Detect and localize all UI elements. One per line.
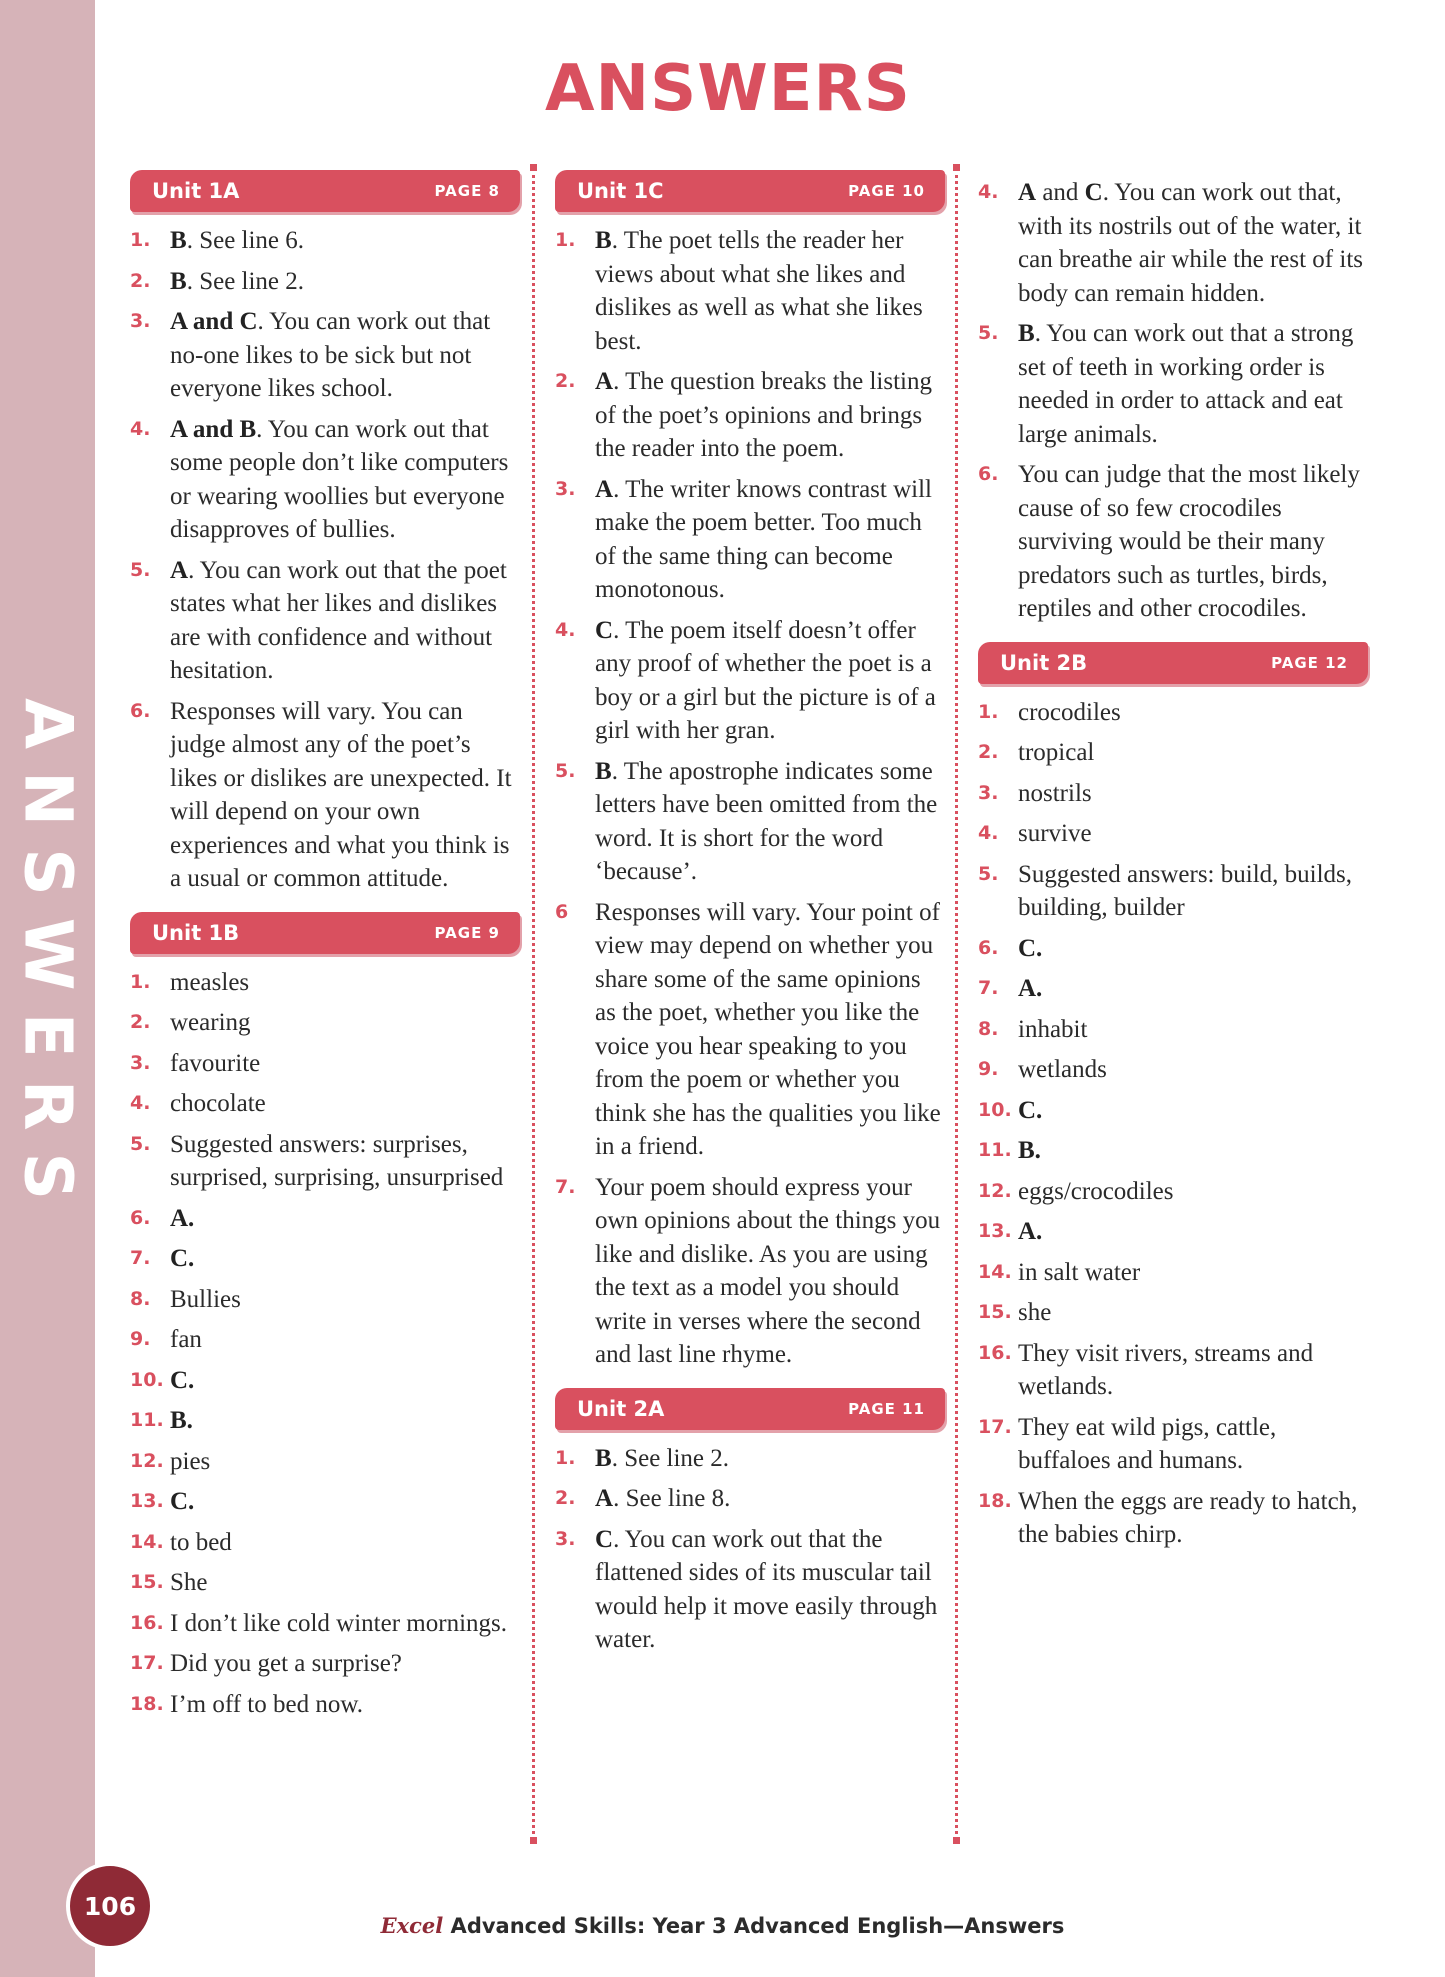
answer-number: 13. <box>130 1490 164 1512</box>
unit-page-ref: PAGE 9 <box>434 923 500 942</box>
answer-number: 3. <box>555 477 576 500</box>
answer-number: 6. <box>978 463 999 485</box>
answer-number: 8. <box>978 1017 999 1040</box>
answer-number: 5. <box>130 1132 151 1155</box>
answer-key: A. <box>1018 975 1043 1002</box>
answer-text: You can judge that the most likely cause of so few crocodiles surviving would be their many predators such as turtles, birds, reptiles and other crocodiles. <box>1018 461 1360 622</box>
answer-item <box>978 1485 1368 1552</box>
unit-header <box>130 170 520 212</box>
answer-text: . The apostrophe indicates some letters have been omitted from the word. It is short for the word ‘because’. <box>595 757 938 885</box>
answer-text: . The question breaks the listing of the poet’s opinions and brings the reader into the poem. <box>595 368 932 462</box>
answer-item <box>978 777 1368 811</box>
answer-text: fan <box>170 1326 202 1353</box>
answer-item <box>555 1171 945 1372</box>
answer-text: Bullies <box>170 1285 241 1313</box>
answer-item <box>130 305 520 406</box>
answer-number: 18. <box>130 1692 164 1715</box>
answer-number: 7. <box>130 1247 151 1269</box>
answer-text: pies <box>170 1447 211 1475</box>
unit-name: Unit 2B <box>1000 650 1088 675</box>
answer-item <box>978 817 1368 851</box>
answer-key: B <box>170 267 187 295</box>
answer-item <box>130 1242 520 1276</box>
answer-key: B <box>170 227 187 254</box>
answer-text: . You can work out that a strong set of teeth in working order is needed in order to attack and eat large animals. <box>1018 320 1354 448</box>
answer-number: 2. <box>555 370 576 392</box>
answer-item <box>978 1337 1368 1404</box>
answer-list <box>978 176 1368 626</box>
answer-key: A <box>595 368 614 395</box>
answer-item <box>978 858 1368 925</box>
answer-number: 12. <box>130 1449 164 1472</box>
answer-text: . See line 8. <box>613 1485 731 1512</box>
answer-list <box>130 966 520 1722</box>
column-divider <box>532 168 535 1840</box>
answer-number: 18. <box>978 1489 1012 1512</box>
answer-number: 3. <box>130 310 151 332</box>
answer-key: B. <box>170 1407 193 1434</box>
answer-item <box>555 614 945 748</box>
answer-item <box>978 1053 1368 1087</box>
answer-text: . See line 2. <box>611 1444 730 1472</box>
unit-page-ref: PAGE 12 <box>1271 653 1348 672</box>
answer-item <box>978 317 1368 451</box>
answer-text: . The poem itself doesn’t offer any proof of whether the poet is a boy or a girl but the picture is of a girl with her gran. <box>595 616 936 744</box>
footer-series: Advanced Skills: <box>443 1914 646 1938</box>
answer-item <box>130 1445 520 1479</box>
answer-item <box>555 755 945 889</box>
answer-text: survive <box>1018 820 1092 847</box>
answer-number: 1. <box>130 970 151 993</box>
answer-number: 7. <box>978 977 999 999</box>
answer-key: C <box>595 1525 614 1553</box>
answer-item <box>978 1256 1368 1290</box>
answer-key: B. <box>1018 1137 1041 1164</box>
answer-item <box>978 972 1368 1006</box>
answer-item <box>555 1482 945 1516</box>
answer-number: 4. <box>555 618 576 641</box>
unit-page-ref: PAGE 8 <box>434 182 500 200</box>
side-label: ANSWERS <box>9 697 87 1223</box>
answer-number: 11. <box>978 1139 1012 1161</box>
answer-list <box>978 696 1368 1552</box>
answer-number: 12. <box>978 1179 1012 1202</box>
answer-text: measles <box>170 968 250 996</box>
answer-item <box>978 1094 1368 1128</box>
answer-item <box>130 413 520 547</box>
answer-item <box>978 1215 1368 1249</box>
answer-item <box>978 932 1368 966</box>
answer-number: 2. <box>978 741 999 763</box>
answer-text: . You can work out that, with its nostrils out of the water, it can breathe air while the rest of its body can remain hidden. <box>1018 179 1363 307</box>
answer-item <box>130 1006 520 1040</box>
answer-item <box>978 736 1368 770</box>
page-title: ANSWERS <box>545 52 911 126</box>
answer-number: 1. <box>130 229 151 251</box>
answer-item <box>130 1364 520 1398</box>
answer-key: A and C <box>170 308 258 335</box>
answer-number: 11. <box>130 1409 164 1431</box>
answer-item <box>130 1526 520 1560</box>
unit-name: Unit 2A <box>577 1396 665 1421</box>
answer-text: They eat wild pigs, cattle, buffaloes and humans. <box>1018 1413 1277 1474</box>
answer-number: 14. <box>978 1260 1012 1283</box>
answer-number: 5. <box>978 322 999 344</box>
unit-header <box>555 1388 945 1430</box>
answer-text: . You can work out that no-one likes to be sick but not everyone likes school. <box>170 308 491 402</box>
answer-item <box>978 1013 1368 1047</box>
column-divider <box>955 168 958 1840</box>
answer-item <box>978 176 1368 310</box>
answer-number: 4. <box>130 1092 151 1114</box>
answer-key: C. <box>1018 934 1043 962</box>
answer-number: 6. <box>130 699 151 722</box>
answer-item <box>555 224 945 358</box>
answer-text: She <box>170 1569 208 1596</box>
answer-key: B <box>1018 320 1035 347</box>
side-band <box>0 0 95 1977</box>
answer-text: . The poet tells the reader her views about what she likes and dislikes as well as what she likes best. <box>595 227 923 355</box>
answers-column-2 <box>555 170 945 1673</box>
answer-item <box>130 1647 520 1681</box>
answers-column-3 <box>978 176 1368 1568</box>
answer-item <box>130 1485 520 1519</box>
answer-text: tropical <box>1018 739 1095 766</box>
answer-number: 3. <box>555 1527 576 1550</box>
answer-list <box>130 224 520 896</box>
answer-text: wetlands <box>1018 1056 1107 1083</box>
unit-header <box>555 170 945 212</box>
answer-text: When the eggs are ready to hatch, the babies chirp. <box>1018 1487 1358 1548</box>
answer-text: They visit rivers, streams and wetlands. <box>1018 1339 1314 1400</box>
answer-item <box>130 966 520 1000</box>
answer-key: B <box>595 757 612 785</box>
answer-number: 16. <box>130 1611 164 1634</box>
answer-text: inhabit <box>1018 1015 1088 1043</box>
answer-list <box>555 1442 945 1657</box>
answer-text: . You can work out that some people don’t like computers or wearing woollies but everyone disapproves of bullies. <box>170 415 509 543</box>
answer-key: C. <box>170 1245 195 1272</box>
answer-number: 3. <box>130 1051 151 1074</box>
answer-number: 6. <box>130 1206 151 1229</box>
answer-text: nostrils <box>1018 779 1092 807</box>
answer-number: 6. <box>978 936 999 959</box>
footer-brand: Excel <box>380 1913 444 1938</box>
answer-item <box>978 1134 1368 1168</box>
answer-text: crocodiles <box>1018 698 1121 726</box>
answer-item <box>555 1442 945 1476</box>
answer-number: 13. <box>978 1220 1012 1242</box>
answer-number: 10. <box>978 1098 1012 1121</box>
answer-number: 6 <box>555 900 569 923</box>
answer-key: C <box>1084 179 1103 206</box>
unit-name: Unit 1A <box>152 179 240 203</box>
unit-page-ref: PAGE 10 <box>848 182 925 200</box>
unit-header <box>130 912 520 954</box>
answer-number: 1. <box>555 229 576 251</box>
answer-item <box>978 1175 1368 1209</box>
answer-number: 16. <box>978 1341 1012 1364</box>
answer-key: A <box>170 556 189 584</box>
answer-number: 2. <box>130 269 151 292</box>
unit-page-ref: PAGE 11 <box>848 1399 925 1418</box>
answer-item <box>130 1404 520 1438</box>
answer-item <box>130 1566 520 1600</box>
answer-key: C. <box>170 1488 195 1515</box>
answer-number: 14. <box>130 1530 164 1553</box>
answer-number: 2. <box>555 1487 576 1509</box>
answer-key: B <box>595 1444 612 1472</box>
unit-name: Unit 1C <box>577 179 664 203</box>
answer-key: A and B <box>170 415 257 443</box>
answer-number: 5. <box>130 558 151 581</box>
answer-key: C <box>595 616 614 644</box>
answer-number: 15. <box>978 1301 1012 1323</box>
unit-header <box>978 642 1368 684</box>
answer-number: 15. <box>130 1571 164 1593</box>
answer-text: . You can work out that the flattened sides of its muscular tail would help it move easily through water. <box>595 1525 938 1653</box>
answer-text: she <box>1018 1299 1052 1326</box>
answer-text: in salt water <box>1018 1258 1141 1286</box>
answer-number: 4. <box>978 822 999 844</box>
answer-key: A <box>595 1485 614 1512</box>
answer-item <box>978 1411 1368 1478</box>
answer-text: Suggested answers: build, builds, building, builder <box>1018 860 1353 921</box>
page-number-badge: 106 <box>66 1862 154 1950</box>
answer-text: Suggested answers: surprises, surprised, surprising, unsurprised <box>170 1130 504 1191</box>
answer-item <box>130 695 520 896</box>
answer-item <box>130 1087 520 1121</box>
answer-text: eggs/crocodiles <box>1018 1177 1174 1205</box>
answer-item <box>130 1607 520 1641</box>
answers-column-1 <box>130 170 520 1737</box>
answer-text: Did you get a surprise? <box>170 1650 402 1677</box>
answer-text: wearing <box>170 1009 251 1036</box>
answer-item <box>130 265 520 299</box>
answer-key: A. <box>170 1204 195 1232</box>
answer-number: 9. <box>978 1058 999 1080</box>
footer <box>0 1913 1445 1938</box>
answer-item <box>130 1128 520 1195</box>
answer-item <box>555 896 945 1164</box>
answer-number: 1. <box>555 1446 576 1469</box>
answer-text: favourite <box>170 1049 261 1077</box>
answer-item <box>130 1688 520 1722</box>
answer-key: A <box>1018 179 1037 206</box>
answer-number: 4. <box>130 417 151 440</box>
answer-item <box>130 1202 520 1236</box>
answer-text: I’m off to bed now. <box>170 1690 364 1718</box>
answer-text: . The writer knows contrast will make the poem better. Too much of the same thing can become monotonous. <box>595 475 932 603</box>
answer-key: B <box>595 227 612 254</box>
answer-key: A <box>595 475 614 503</box>
answer-item <box>130 224 520 258</box>
answer-item <box>130 554 520 688</box>
answer-key: C. <box>170 1366 195 1394</box>
answer-item <box>130 1047 520 1081</box>
answer-text: I don’t like cold winter mornings. <box>170 1609 507 1637</box>
footer-title: Year 3 Advanced English—Answers <box>645 1914 1065 1938</box>
answer-item <box>555 365 945 466</box>
answer-number: 8. <box>130 1287 151 1310</box>
answer-key: A. <box>1018 1218 1043 1245</box>
answer-item <box>555 473 945 607</box>
answer-item <box>978 1296 1368 1330</box>
answer-list <box>555 224 945 1372</box>
answer-number: 17. <box>978 1415 1012 1438</box>
answer-text: . You can work out that the poet states what her likes and dislikes are with confidence and without hesitation. <box>170 556 507 684</box>
answer-text: Responses will vary. Your point of view may depend on whether you share some of the same opinions as the poet, whether you like the voice you hear speaking to you from the poem or whether you think she has the qualities you like in a friend. <box>595 898 941 1160</box>
answer-key: C. <box>1018 1096 1043 1124</box>
answer-number: 10. <box>130 1368 164 1391</box>
answer-number: 4. <box>978 181 999 203</box>
answer-item <box>130 1323 520 1357</box>
answer-item <box>978 458 1368 626</box>
answer-number: 5. <box>555 759 576 782</box>
answer-number: 9. <box>130 1328 151 1350</box>
answer-number: 7. <box>555 1175 576 1198</box>
answer-text: . See line 6. <box>186 227 305 254</box>
answer-number: 5. <box>978 862 999 885</box>
answer-number: 3. <box>978 781 999 804</box>
answer-number: 17. <box>130 1652 164 1674</box>
answer-number: 2. <box>130 1011 151 1033</box>
answer-item <box>978 696 1368 730</box>
answer-text: . See line 2. <box>186 267 305 295</box>
answer-number: 1. <box>978 700 999 723</box>
answer-item <box>130 1283 520 1317</box>
answer-text: and <box>1036 179 1085 206</box>
answer-text: to bed <box>170 1528 232 1556</box>
answer-text: Your poem should express your own opinions about the things you like and dislike. As you are using the text as a model you should write in verses where the second and last line rhyme. <box>595 1173 941 1368</box>
answer-item <box>555 1523 945 1657</box>
answer-text: chocolate <box>170 1090 266 1117</box>
unit-name: Unit 1B <box>152 920 240 945</box>
answer-text: Responses will vary. You can judge almost any of the poet’s likes or dislikes are unexpected. It will depend on your own experiences and what you think is a usual or common attitude. <box>170 697 512 892</box>
